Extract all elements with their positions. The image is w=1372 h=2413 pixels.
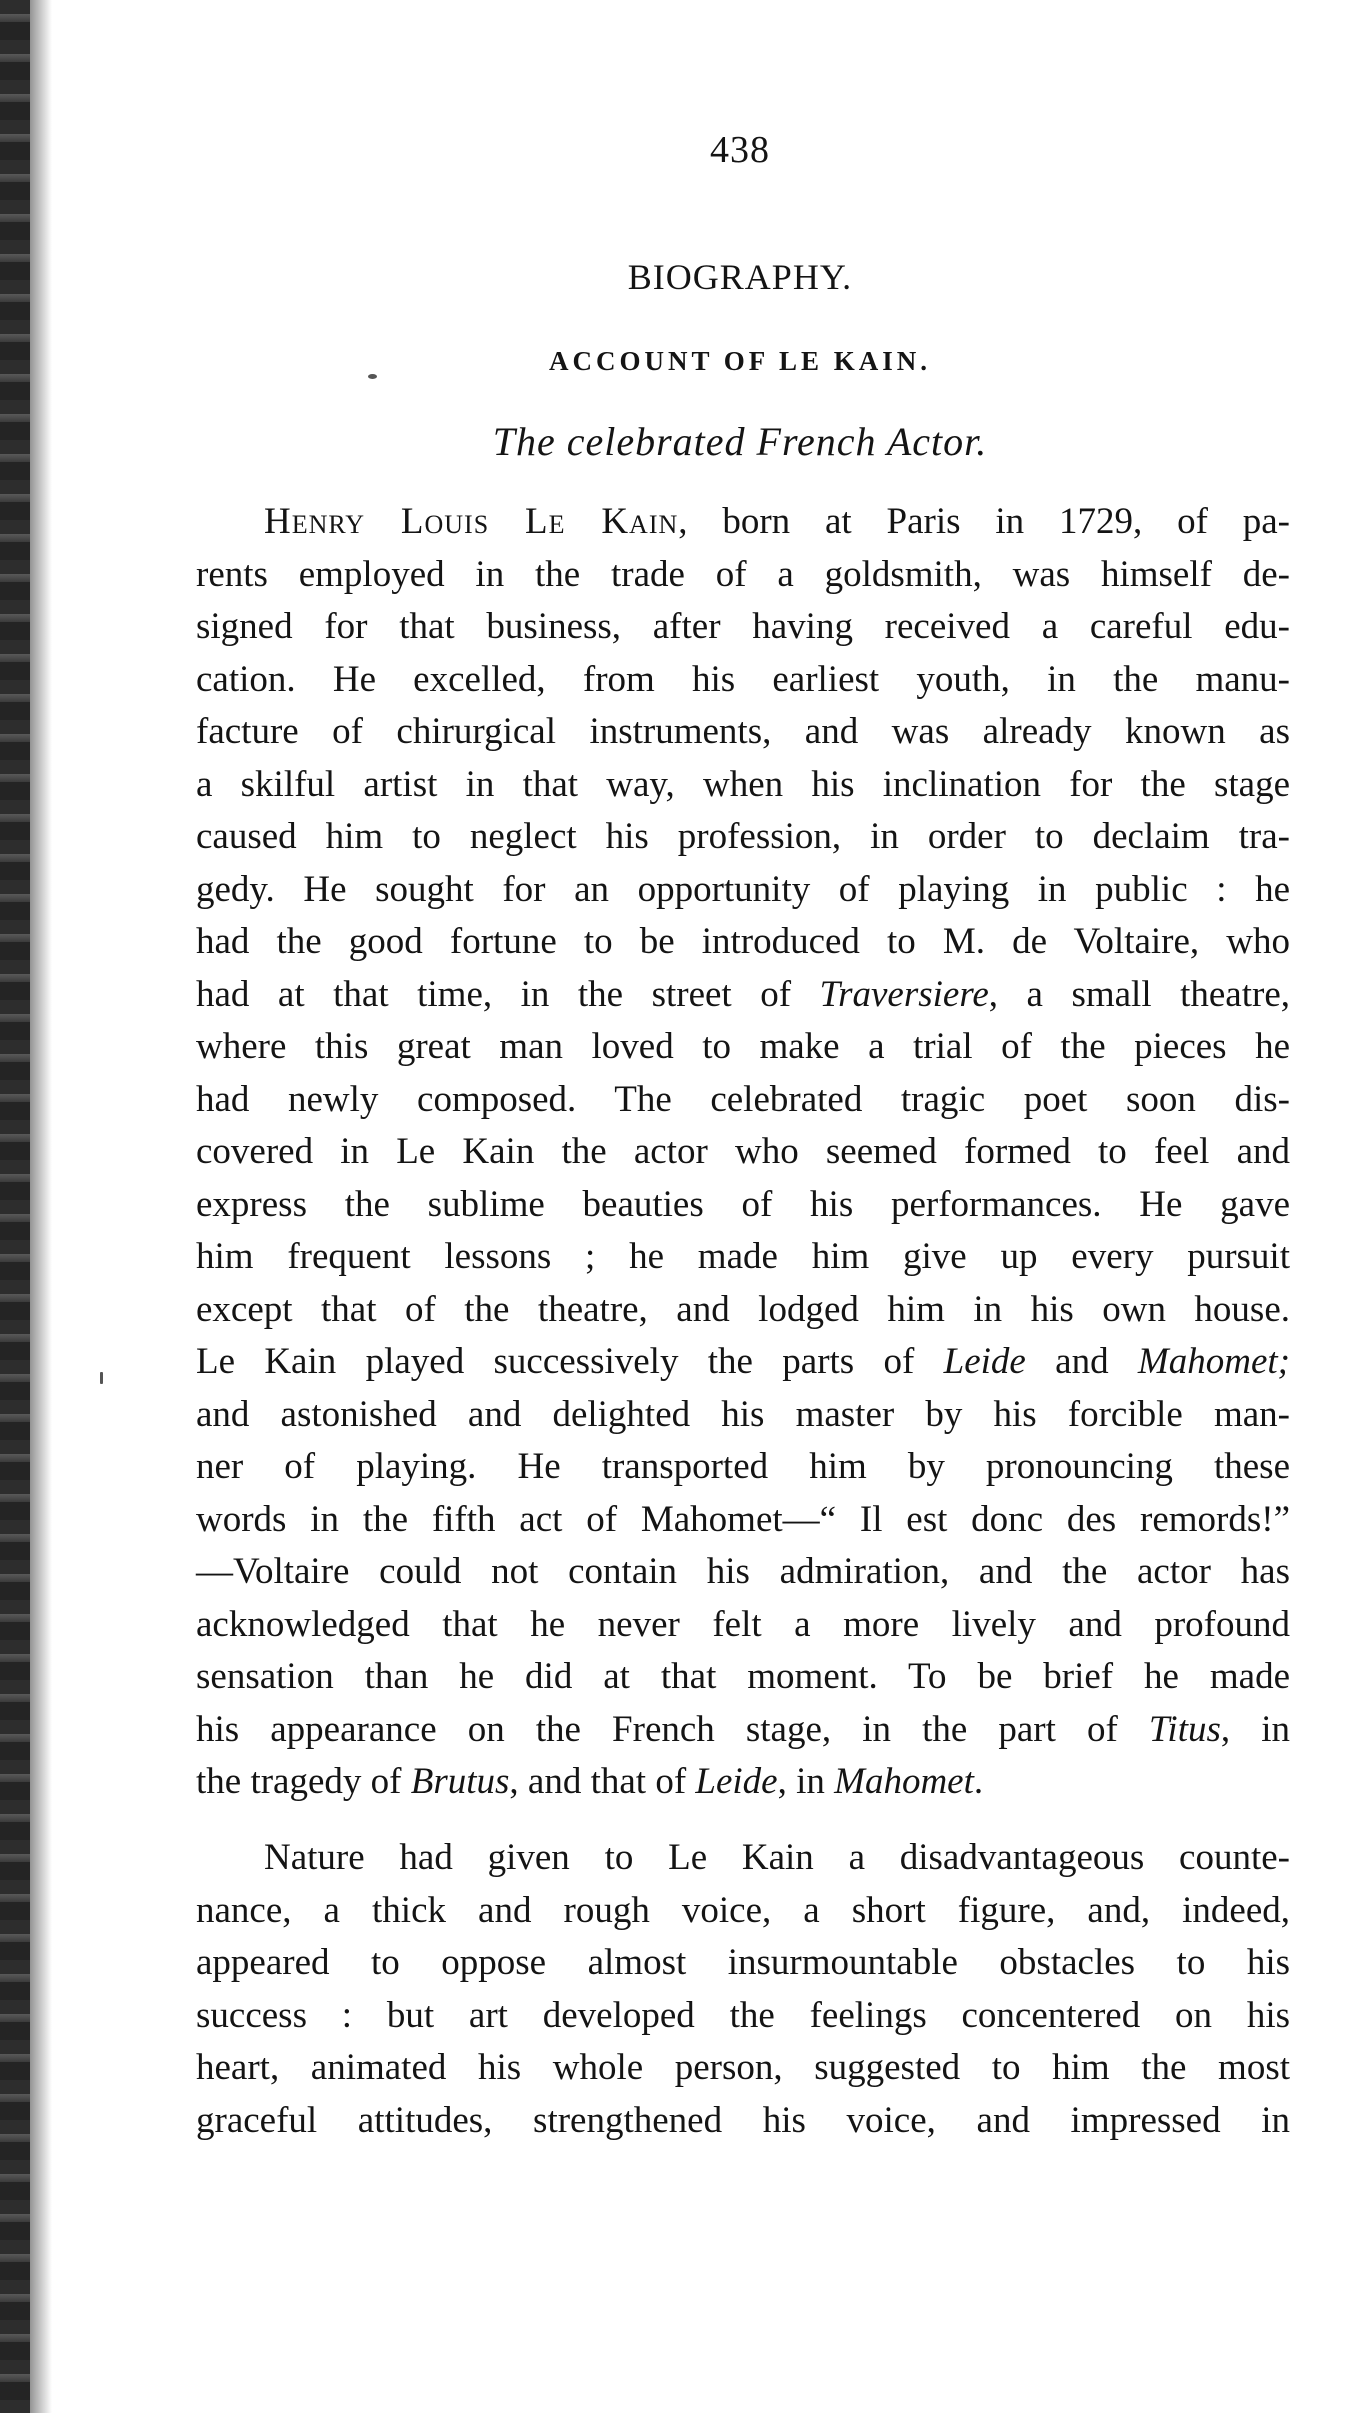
text-line: Henry Louis Le Kain, born at Paris in 1729, of pa- [264, 501, 1290, 542]
text-line: facture of chirurgical instruments, and was already known as [196, 711, 1290, 752]
text-line: heart, animated his whole person, suggested to him the most [196, 2047, 1290, 2088]
text-line: express the sublime beauties of his performances. He gave [196, 1183, 1290, 1225]
text-line: ner of playing. He transported him by pronouncing these [196, 1446, 1290, 1487]
italic-play: Mahomet; [1137, 1341, 1290, 1382]
text-line: except that of the theatre, and lodged him in his own house. [196, 1288, 1290, 1330]
text-line: rents employed in the trade of a goldsmith, was himself de- [196, 553, 1290, 595]
text-line: Le Kain played successively the parts of Leide and Mahomet; [196, 1341, 1290, 1382]
text-line: words in the fifth act of Mahomet—“ Il est donc des remords!” [196, 1498, 1290, 1540]
text-line: sensation than he did at that moment. To be brief he made [196, 1656, 1290, 1697]
text-line: where this great man loved to make a trial of the pieces he [196, 1026, 1290, 1067]
text-line: graceful attitudes, strengthened his voice, and impressed in [196, 2099, 1290, 2141]
text-line: —Voltaire could not contain his admiration, and the actor has [196, 1551, 1290, 1592]
text-line: Nature had given to Le Kain a disadvantageous counte- [264, 1837, 1290, 1878]
page-number: 438 [710, 129, 770, 171]
text-line: nance, a thick and rough voice, a short figure, and, indeed, [196, 1889, 1290, 1931]
text-line: had newly composed. The celebrated tragic poet soon dis- [196, 1078, 1290, 1120]
italic-role: Leide [943, 1341, 1026, 1382]
italic-place: Traversiere [819, 973, 989, 1015]
text-line: had at that time, in the street of Traversiere, a small theatre, [196, 973, 1291, 1015]
italic-role: Leide [695, 1761, 778, 1802]
text-line: the tragedy of Brutus, and that of Leide, in Mahomet. [196, 1761, 984, 1802]
article-title: ACCOUNT OF LE KAIN. [548, 346, 932, 376]
italic-play: Brutus [410, 1761, 510, 1802]
italic-role: Titus [1148, 1708, 1221, 1750]
subject-name: Henry Louis Le Kain [264, 501, 679, 542]
text-line: signed for that business, after having received a careful edu- [196, 606, 1290, 647]
text-line: a skilful artist in that way, when his inclination for the stage [196, 763, 1290, 805]
text-line: appeared to oppose almost insurmountable obstacles to his [196, 1942, 1290, 1983]
text-line: and astonished and delighted his master by his forcible man- [196, 1393, 1290, 1435]
paragraph-2 [196, 1832, 1290, 2147]
ink-mark [100, 1372, 103, 1384]
text-line: success : but art developed the feelings concentered on his [196, 1994, 1290, 2036]
text-line: had the good fortune to be introduced to M. de Voltaire, who [196, 921, 1290, 962]
text-line: covered in Le Kain the actor who seemed formed to feel and [196, 1131, 1290, 1172]
article-subtitle: The celebrated French Actor. [492, 419, 988, 464]
text-line: cation. He excelled, from his earliest youth, in the manu- [196, 658, 1290, 700]
section-title: BIOGRAPHY. [627, 257, 853, 297]
text-line: him frequent lessons ; he made him give up every pursuit [196, 1236, 1290, 1277]
text-line: gedy. He sought for an opportunity of playing in public : he [196, 868, 1290, 910]
paragraph-1 [196, 496, 1290, 1809]
italic-play: Mahomet [834, 1761, 974, 1802]
text-line: acknowledged that he never felt a more lively and profound [196, 1603, 1290, 1645]
text-line: caused him to neglect his profession, in order to declaim tra- [196, 816, 1290, 857]
text-line: his appearance on the French stage, in the part of Titus, in [196, 1708, 1290, 1750]
